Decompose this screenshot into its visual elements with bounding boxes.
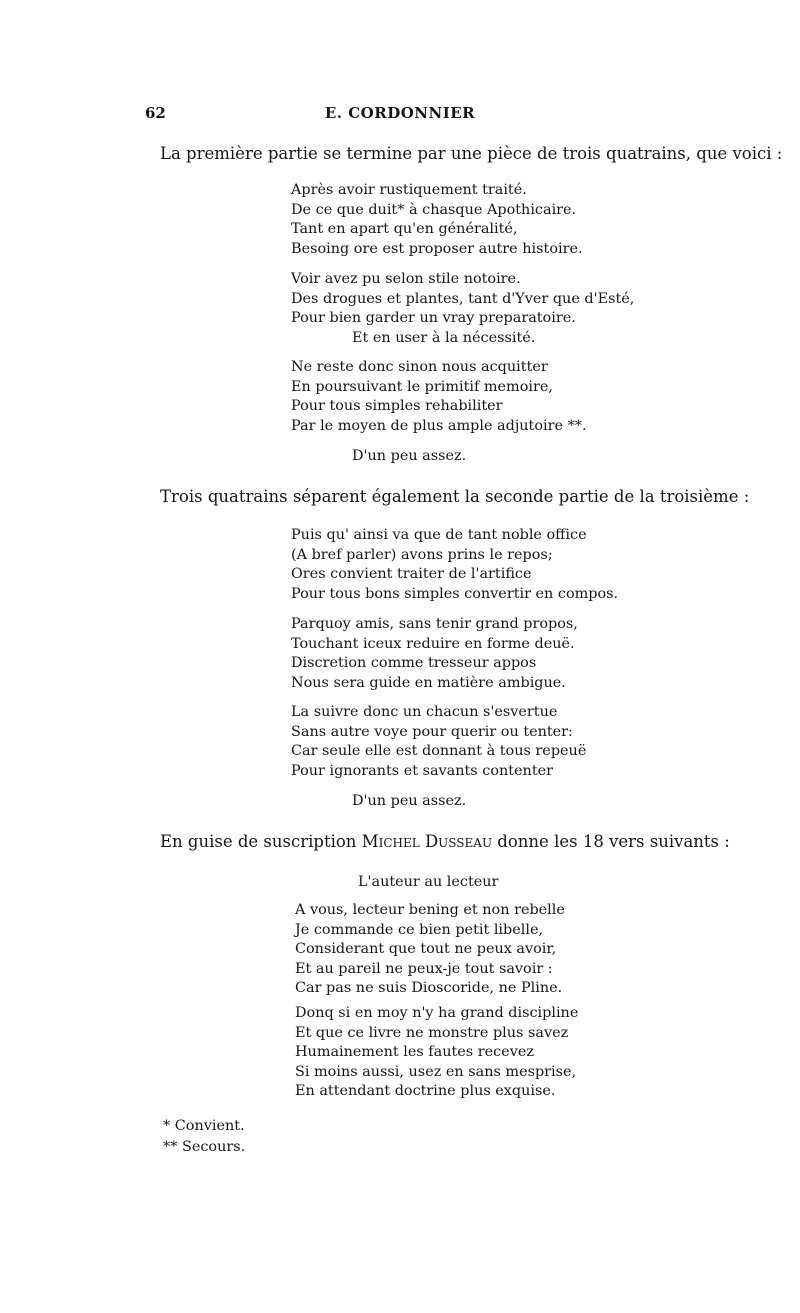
intro-3-before: En guise de suscription (160, 832, 362, 851)
verse-line: Pour ignorants et savants contenter (291, 762, 553, 779)
running-head: E. CORDONNIER (324, 104, 476, 122)
verse-line: Et que ce livre ne monstre plus savez (295, 1024, 569, 1041)
poem2-stanza2 (291, 615, 578, 693)
verse-line: En poursuivant le primitif memoire, (291, 378, 553, 395)
verse-line: Car seule elle est donnant à tous repeuë (291, 743, 587, 759)
poem2-refrain: D'un peu assez. (352, 793, 467, 809)
verse-line: Après avoir rustiquement traité. (291, 182, 527, 198)
verse-line: Parquoy amis, sans tenir grand propos, (291, 616, 578, 632)
verse-line: Puis qu' ainsi va que de tant noble office (291, 527, 587, 543)
verse-line: Discretion comme tresseur appos (291, 655, 537, 671)
verse-line: Voir avez pu selon stile notoire. (291, 271, 521, 287)
poem1-stanza3 (291, 358, 587, 436)
verse-line: A vous, lecteur bening et non rebelle (295, 902, 565, 918)
poem1-stanza1 (291, 181, 583, 259)
verse-line: Et en user à la nécessité. (352, 329, 536, 346)
verse-line: La suivre donc un chacun s'esvertue (291, 704, 558, 720)
verse-line: Nous sera guide en matière ambigue. (291, 674, 566, 691)
verse-line: Considerant que tout ne peux avoir, (295, 941, 557, 957)
verse-line: Ne reste donc sinon nous acquitter (291, 359, 548, 375)
verse-line: (A bref parler) avons prins le repos; (291, 546, 553, 563)
paragraph-intro-1: La première partie se termine par une pièce de trois quatrains, que voici : (160, 144, 783, 163)
verse-line: Ores convient traiter de l'artifice (291, 566, 532, 582)
poem3-stanza2 (295, 1004, 578, 1102)
verse-line: Si moins aussi, usez en sans mesprise, (295, 1063, 577, 1080)
verse-line: Car pas ne suis Dioscoride, ne Pline. (295, 980, 563, 996)
verse-line: Touchant iceux reduire en forme deuë. (291, 635, 575, 652)
poem3-title: L'auteur au lecteur (358, 874, 499, 890)
verse-line: Pour tous simples rehabiliter (291, 398, 503, 414)
verse-line: Sans autre voye pour querir ou tenter: (291, 723, 573, 740)
page-header (0, 104, 800, 126)
poem3-stanza1 (295, 901, 565, 999)
poem2-stanza1 (291, 526, 618, 604)
verse-line: Pour bien garder un vray preparatoire. (291, 310, 576, 326)
poem1-refrain: D'un peu assez. (352, 448, 467, 464)
verse-line: Donq si en moy n'y ha grand discipline (295, 1005, 579, 1021)
verse-line: Humainement les fautes recevez (295, 1044, 534, 1060)
verse-line: Besoing ore est proposer autre histoire. (291, 240, 583, 257)
poem2-stanza3 (291, 703, 586, 781)
footnote: * Convient. (163, 1118, 245, 1134)
verse-line: De ce que duit* à chasque Apothicaire. (291, 201, 577, 218)
paragraph-intro-3 (160, 832, 730, 851)
verse-line: Et au pareil ne peux-je tout savoir : (295, 960, 553, 977)
verse-line: Des drogues et plantes, tant d'Yver que d'Esté, (291, 290, 635, 307)
verse-line: En attendant doctrine plus exquise. (295, 1083, 556, 1099)
page-number: 62 (145, 104, 166, 122)
verse-line: Pour tous bons simples convertir en compos. (291, 585, 619, 602)
intro-3-after: donne les 18 vers suivants : (492, 832, 730, 851)
footnote: ** Secours. (163, 1139, 246, 1155)
paragraph-intro-2: Trois quatrains séparent également la seconde partie de la troisième : (160, 487, 750, 506)
verse-line: Tant en apart qu'en généralité, (291, 221, 518, 237)
author-name: Michel Dusseau (361, 832, 493, 851)
footnotes (163, 1116, 245, 1158)
verse-line: Je commande ce bien petit libelle, (295, 921, 544, 938)
poem1-stanza2 (291, 270, 634, 348)
verse-line: Par le moyen de plus ample adjutoire **. (291, 417, 587, 434)
